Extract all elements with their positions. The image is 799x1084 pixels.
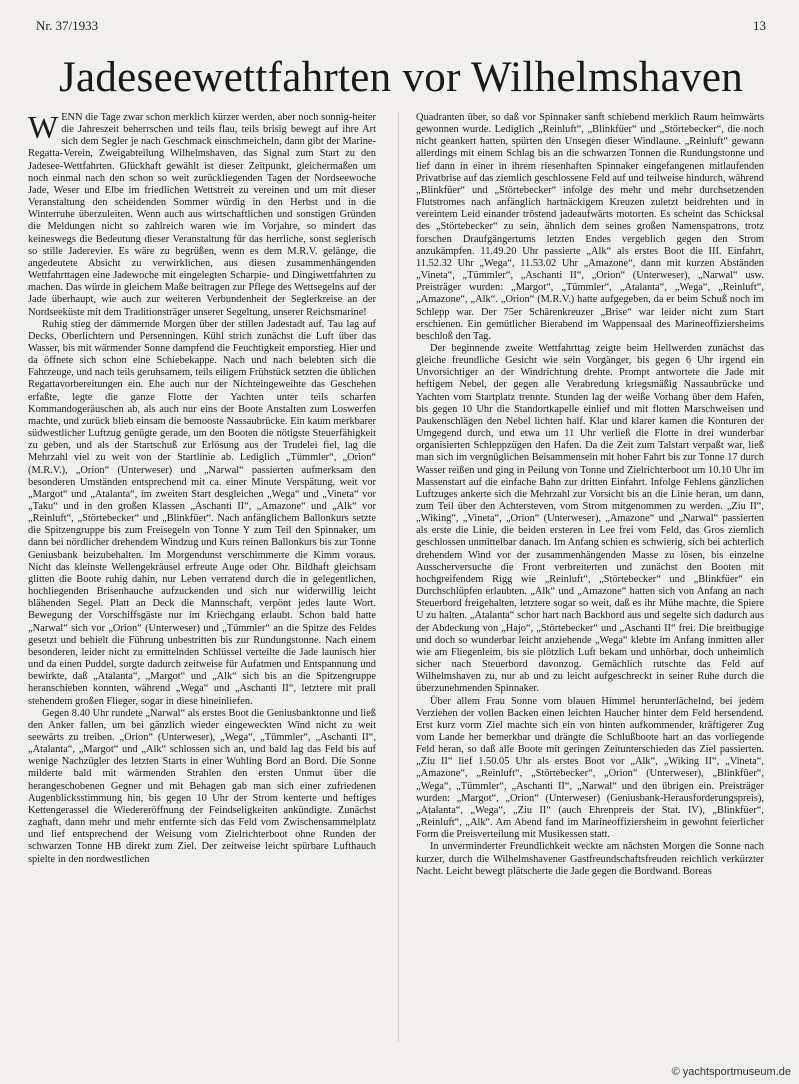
watermark: © yachtsportmuseum.de bbox=[671, 1066, 791, 1078]
page-number: 13 bbox=[753, 18, 766, 33]
article-paragraph: Gegen 8.40 Uhr rundete „Narwal“ als erstes Boot die Geniusbanktonne und ließ den Anker fallen, um bei gänzlich wieder eingeweckten Wind nicht zu weit seewärts zu treiben. „Orion“ (Unterweser), „Wega“, „Tümmler“, „Aschanti II“, „Atalanta“, „Margot“ und „Alk“ schlossen sich an, und bald lag das Feld bis auf wenige Nachzügler des letzten Starts in einer Wuhling Bord an Bord. Die Sonne milderte bald mit wärmenden Strahlen den ersten Unmut über die herangeschobenen Gegner und mit Behagen gab man sich einer zufriedenen Augenblicksstimmung hin, bis gegen 10 Uhr der Strom kenterte und heftiges Kettengerassel die Wiedereröffnung der Feindseligkeiten ankündigte. Zunächst zaghaft, dann mehr und mehr entfernte sich das Feld vom Zwischensammelplatz und lief entsprechend der Weisung vom Zielrichterboot ohne Runden der schwarzen Tonne HB direkt zum Ziel. Der zeitweise leicht spürbare Lufthauch spielte in den nordwestlichen bbox=[28, 707, 376, 865]
page-header bbox=[36, 18, 766, 36]
article-paragraph: Der beginnende zweite Wettfahrttag zeigte beim Hellwerden zunächst das gleiche freundliche Gesicht wie sein Vorgänger, bis gegen 6 Uhr irgend ein Unvorsichtiger an der Windrichtung drehte. Prompt antwortete die Jade mit heftigem Nebel, der gegen alle Verabredung kriegsmäßig Nassaubrücke und Yachten vom Startplatz trennte. Stunden lag der weiße Vorhang über dem Hafen, bis gegen 10 Uhr die Standortkapelle einlief und mit flotten Marschweisen und Paukenschlägen den Nebel lichten half. Klar und klarer kamen die Konturen der Umgegend durch, und etwa um 11 Uhr verließ die Flotte in drei wunderbar organisierten Schleppzügen den Hafen. Da die Zeit zum Talstart verpaßt war, ließ man sich im vergnüglichen Beisammensein mit hoher Fahrt bis zur Tonne 17 durch Wasser reißen und ging in Peilung von Tonne und Zielrichterboot um 10.10 Uhr im Massenstart auf die einfache Bahn zur dritten Einfahrt. Infolge Fehlens gänzlichen Luftzuges ankerte sich die Mehrzahl zur Vorsicht bis an die Linie heran, um dann, zum Teil über den Achtersteven, vom Strom mitgenommen zu werden. „Ziu II“, „Wiking“, „Vineta“, „Orion“ (Unterweser), „Amazone“ und „Narwal“ passierten als erste die Linie, die beiden ersteren in Lee frei vom Feld, das Gros ziemlich geschlossen unmittelbar danach. Im Anfang schien es schwierig, sich bei achterlich drehendem Wind vor der zusammenhängenden Masse zu lösen, bis einzelne Ausscherversuche die Front verbreiterten und zunächst den Booten mit hochgreifendem Rigg wie „Reinluft“, „Störtebecker“ und „Blinkfüer“ ein Durchschlüpfen erlaubten. „Alk“ und „Amazone“ hatten sich von Anfang an nach Steuerbord freigehalten, letztere sogar so weit, daß es ihr Mühe machte, die Spiere U zu halten. „Atalanta“ schor hart nach Backbord aus und segelte sich dadurch aus der Abdeckung von „Hajo“, „Störtebecker“ und „Aschanti II“ frei. Die breitbugige und doch so wunderbar leicht anziehende „Wega“ klebte im Anfang inmitten aller wie am Fliegenleim, bis sie plötzlich Luft bekam und unhörbar, doch unheimlich sicher nach Steuerbord davonzog. Gemächlich rutschte das Feld auf Wilhelmshaven zu, nur ab und zu leicht aufgeschreckt in seiner Ruhe durch die überzunehmenden Spinnaker. bbox=[416, 342, 764, 695]
article-headline: Jadeseewettfahrten vor Wilhelmshaven bbox=[58, 54, 744, 101]
article-paragraph bbox=[28, 112, 376, 319]
article-column-left bbox=[28, 112, 376, 1042]
article-paragraph: Ruhig stieg der dämmernde Morgen über der stillen Jadestadt auf. Tau lag auf Decks, Oberlichtern und Persenningen. Kühl strich zunächst die Luft über das Wasser, bis mit wärmender Sonne dampfend die Feuchtigkeit emporstieg. Hier und da öffnete sich schon eine Schiebekappe. Nach und nach belebten sich die Fahrzeuge, und nach teils geruhsamem, teils eiligem Frühstück setzten die üblichen Regattavorbereitungen ein. Ehe auch nur der Nichteingeweihte das Geschehen erfaßte, legte die ganze Flotte der Yachten unter teils scharfen Kommandogeräuschen ab, als auch nur eins der Boote Anstalten zum Loswerfen machte, und zurück blieb einsam die bemooste Nassaubrücke. Ein kaum merkbarer südwestlicher Luftzug genügte gerade, um den Booten die nötigste Steuerfähigkeit zu geben, und als der Startschuß zur Erlösung aus der Trudelei fiel, lag die Mehrzahl viel zu weit von der Startlinie ab. Lediglich „Tümmler“, „Orion“ (M.R.V.), „Orion“ (Unterweser) und „Narwal“ passierten aufmerksam den besonderen Umständen entsprechend mit ca. einer Minute Verspätung, weit vor „Margot“ und „Atalanta“, im zweiten Start desgleichen „Wega“ und „Vineta“ vor „Taku“ und in den großen Klassen „Aschanti II“, „Amazone“ und „Alk“ vor „Reinluft“, „Störtebecker“ und „Blinkfüer“. Nach anfänglichem Ballonkurs setzte die Spitzengruppe bis zum Freisegeln von Tonne Y zum Teil den Spinnaker, um dann bei nördlicher drehendem Windzug und Kurs reinen Ballonkurs bis zur Tonne Geniusbank beizubehalten. Im Morgendunst verschimmerte die Kimm voraus. Nicht das kleinste Wellengekräusel erfreute Auge oder Ohr. Bildhaft gleichsam glitten die Boote ruhig dahin, nur Leben verratend durch die in gelegentlichen, hochliegenden Brisenhauche aufzuckenden und sich nur widerwillig leicht blähenden Segel. Platt an Deck die Mannschaft, verpönt jedes laute Wort. Bewegung der Vorschiffsgäste nur im Kriechgang erlaubt. Schon bald hatte „Narwal“ sich vor „Orion“ (Unterweser) und „Tümmler“ an die Spitze des Feldes gesetzt und behielt die Führung unbestritten bis zur Rundungstonne. Nach einem besonderen, leider nicht zu ermittelnden Schlüssel verteilte die Jade launisch hier und da einen Puddel, sorgte dadurch zeitweise für Aufatmen und Entspannung und bewirkte, daß „Atalanta“, „Margot“ und „Alk“ sich bis an die Spitzengruppe heranschieben konnten, während „Wega“ und „Aschanti II“, letztere mit prall stehendem großen Flieger, sogar in diese hineinliefen. bbox=[28, 318, 376, 707]
article-column-right bbox=[416, 112, 764, 1042]
article-paragraph: Über allem Frau Sonne vom blauen Himmel herunterlächelnd, bei jedem Verziehen der vollen Backen einen leichten Haucher hinter dem Feld hersendend. Erst kurz vorm Ziel machte sich ein von hinten aufkommender, kräftigerer Zug vom Lande her bemerkbar und drängte die Schlußboote hart an das vorliegende Feld heran, so daß alle Boote mit geringen Zeitunterschieden das Ziel passierten. „Ziu II“ lief 1.50.05 Uhr als erstes Boot vor „Alk“, „Wiking II“, „Vineta“, „Amazone“, „Reinluft“, „Störtebecker“, „Orion“ (Unterweser), „Blinkfüer“, „Wega“, „Tümmler“, „Aschanti II“, „Narwal“ und den übrigen ein. Preisträger wurden: „Margot“, „Orion“ (Unterweser) (Geniusbank-Herausforderungspreis), „Atalanta“, „Wega“, „Ziu II“ (auch Ehrenpreis der Stat. IV), „Blinkfüer“, „Reinluft“, „Alk“. Am Abend fand im Marineoffiziersheim in gewohnt feierlicher Form die Preisverteilung mit Musikessen statt. bbox=[416, 695, 764, 841]
drop-cap: W bbox=[28, 112, 59, 145]
article-paragraph: In unverminderter Freundlichkeit weckte am nächsten Morgen die Sonne nach kurzer, durch die Wilhelmshavener Gastfreundschaftsfreuden reichlich verkürzter Nacht. Leicht bewegt plätscherte die Jade gegen die Bordwand. Boreas bbox=[416, 841, 764, 877]
article-paragraph: Quadranten über, so daß vor Spinnaker sanft schiebend merklich Raum heimwärts gewonnen wurde. Lediglich „Reinluft“, „Blinkfüer“ und „Störtebecker“, die noch nicht geankert hatten, spürten den Unsegen dieser Windlaune. „Reinluft“ gewann allerdings mit einem Schlag bis an die schwarzen Tonnen die Rundungstonne und lief dann in einer in ihrem riesenhaften Spinnaker eingefangenen mitlaufenden Privatbrise auf das ziemlich geschlossene Feld auf und teilweise hindurch, während „Blinkfüer“ und „Störtebecker“ infolge des mehr und mehr durchsetzenden Flutstromes nach anfänglich hartnäckigem Kreuzen zuletzt beidrehten und in vereintem Leid einander tröstend jadeaufwärts motorten. Es scheint das Schicksal des „Störtebecker“ zu sein, ähnlich dem seines großen Namenspatrons, trotz forschen Draufgängertums letzten Endes vergeblich gegen den Strom anzukämpfen. 11.49.20 Uhr passierte „Alk“ als erstes Boot die III. Einfahrt, 11.52.32 Uhr „Wega“, 11.53.02 Uhr „Amazone“, dann mit kurzen Abständen „Vineta“, „Tümmler“, „Aschanti II“, „Orion“ (Unterweser), „Narwal“ usw. Preisträger wurden: „Margot“, „Tümmler“, „Atalanta“, „Wega“, „Reinluft“, „Amazone“, „Alk“. „Orion“ (M.R.V.) hatte aufgegeben, da er beim Schuß noch im Schlepp war. Der 75er Schärenkreuzer „Brise“ war leider nicht zum Start erschienen. Ein gemütlicher Bierabend im Wappensaal des Marineoffiziersheims beschloß den Tag. bbox=[416, 112, 764, 342]
column-divider bbox=[398, 112, 399, 1042]
paragraph-text: ENN die Tage zwar schon merklich kürzer werden, aber noch sonnig-heiter die Jahreszeit beherrschen und teils flau, teils brisig bewegt auf ihre Art sich dem Segler je nach Geschmack einschmeicheln, dann gibt der Marine-Regatta-Verein, Zweigabteilung Wilhelmshaven, das Signal zum Start zu den Jadesee-Wettfahrten. Glückhaft gewählt ist dieser Zeitpunkt, gleichermaßen um noch einmal nach den schon so weit zurückliegenden Tagen der Nordseewoche Jade, Weser und Elbe im friedlichen Wettstreit zu vereinen und um mit dieser Veranstaltung den scheidenden Sommer würdig in den Herbst und in die Winterruhe überzuleiten. Wenn auch aus wirtschaftlichen und sonstigen Gründen die Meldungen nicht so zahlreich waren wie im Vorjahre, so mindert das keineswegs die Bedeutung dieser Veranstaltung für das herrliche, sonst seglerisch so stille Jaderevier. Es wäre zu begrüßen, wenn es dem M.R.V. gelänge, die angedeutete Absicht zu verwirklichen, aus diesen zusammenhängenden Wettfahrttagen eine Jadewoche mit eingelegten Scharpie- und Dingiwettfahrten zu machen. Das würde in gleichem Maße beitragen zur Pflege des Wettsegelns auf der Jade überhaupt, wie auch zur weiteren Verbundenheit der Seglerkreise an der Nordseeküste mit dem Traditionsträger unserer Segeltung, unserer Reichsmarine! bbox=[28, 112, 376, 318]
issue-number: Nr. 37/1933 bbox=[36, 18, 99, 33]
